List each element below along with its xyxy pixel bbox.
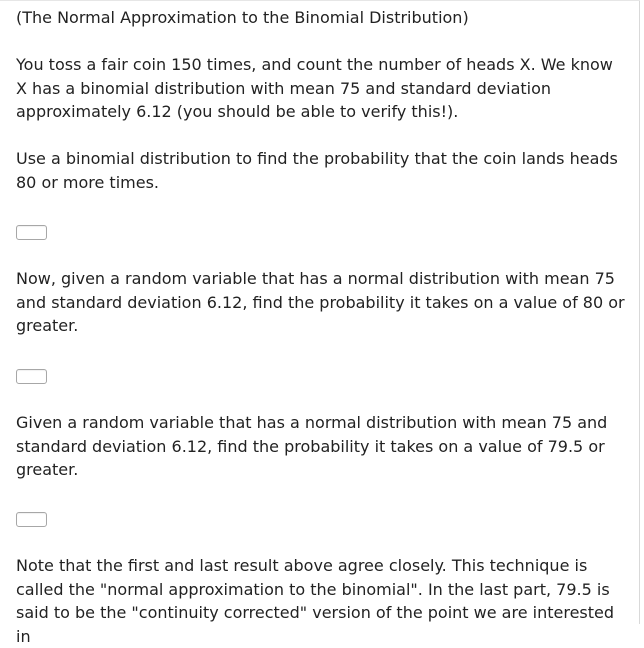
question-3-answer-input[interactable] xyxy=(16,512,47,527)
question-2-prompt: Now, given a random variable that has a normal distribution with mean 75 and standard deviation 6.12, find the probability it takes on a value of 80 or greater. xyxy=(16,269,625,335)
top-divider xyxy=(0,0,640,1)
question-2-answer-input[interactable] xyxy=(16,369,47,384)
problem-heading: (The Normal Approximation to the Binomial Distribution) xyxy=(16,8,469,27)
question-1-answer-input[interactable] xyxy=(16,225,47,240)
closing-note: Note that the first and last result above agree closely. This technique is called the "normal approximation to the binomial". In the last part, 79.5 is said to be the "continuity corrected" version of the point we are interested in xyxy=(16,556,615,646)
problem-intro: You toss a fair coin 150 times, and count the number of heads X. We know X has a binomial distribution with mean 75 and standard deviation approximately 6.12 (you should be able to verify this!). xyxy=(16,55,613,121)
question-3-prompt: Given a random variable that has a normal distribution with mean 75 and standard deviation 6.12, find the probability it takes on a value of 79.5 or greater. xyxy=(16,413,608,479)
question-1-prompt: Use a binomial distribution to find the probability that the coin lands heads 80 or more times. xyxy=(16,149,618,192)
